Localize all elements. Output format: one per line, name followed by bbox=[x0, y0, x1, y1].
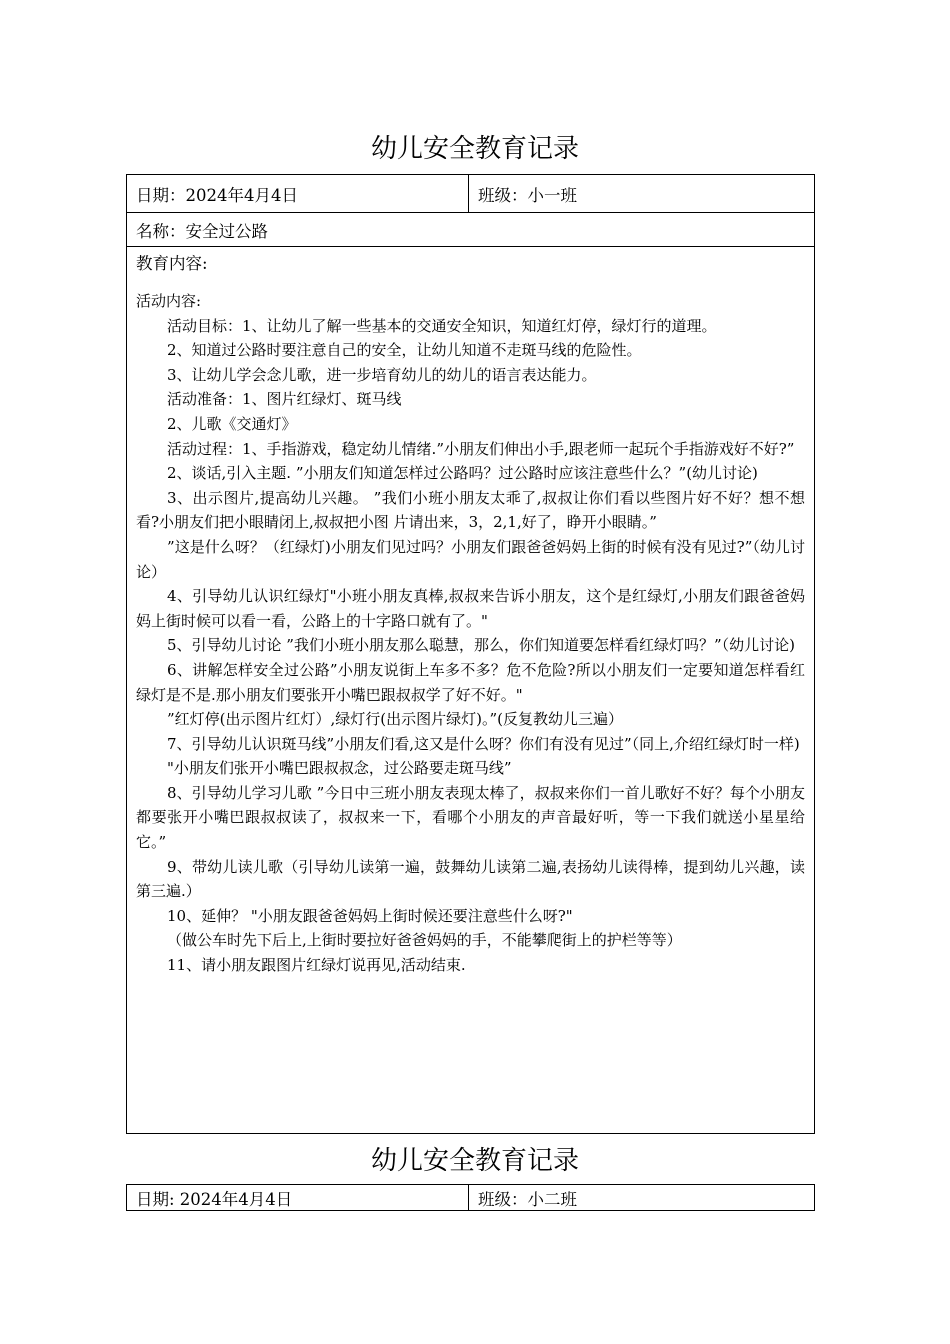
record2-class: 班级：小二班 bbox=[478, 1189, 577, 1209]
content-paragraph: 4、引导幼儿认识红绿灯"小班小朋友真棒,叔叔来告诉小朋友，这个是红绿灯,小朋友们跟爸爸妈妈上街时候可以看一看，公路上的十字路口就有了。" bbox=[136, 587, 805, 630]
record1-name: 名称：安全过公路 bbox=[136, 221, 268, 241]
content-paragraph: 8、引导幼儿学习儿歌 ”今日中三班小朋友表现太棒了，叔叔来你们一首儿歌好不好？每个小朋友都要张开小嘴巴跟叔叔读了，叔叔来一下，看哪个小朋友的声音最好听，等一下我们就送小星星给它。” bbox=[136, 783, 805, 852]
content-paragraph: 9、带幼儿读儿歌（引导幼儿读第一遍，鼓舞幼儿读第二遍,表扬幼儿读得棒，提到幼儿兴趣，读第三遍.） bbox=[136, 857, 805, 901]
content-paragraph: ”这是什么呀？（红绿灯)小朋友们见过吗？小朋友们跟爸爸妈妈上街的时候有没有见过?”（幼儿讨论） bbox=[136, 537, 805, 581]
record2-table bbox=[126, 1184, 815, 1211]
content-paragraph: ”红灯停(出示图片红灯）,绿灯行(出示图片绿灯)。”(反复教幼儿三遍） bbox=[167, 710, 624, 729]
content-paragraph: 活动目标：1、让幼儿了解一些基本的交通安全知识，知道红灯停，绿灯行的道理。 bbox=[167, 316, 717, 335]
record1-content-row bbox=[127, 247, 814, 1133]
record1-name-row bbox=[127, 213, 814, 247]
content-paragraph: 活动内容: bbox=[136, 292, 202, 310]
record2-title: 幼儿安全教育记录 bbox=[370, 1146, 579, 1176]
record2-date: 日期: 2024年4月4日 bbox=[127, 1185, 469, 1210]
record1-date: 日期：2024年4月4日 bbox=[127, 175, 469, 212]
record1-title: 幼儿安全教育记录 bbox=[370, 134, 579, 164]
record1-content bbox=[127, 247, 814, 1133]
content-paragraph: 7、引导幼儿认识斑马线”小朋友们看,这又是什么呀？你们有没有见过”（同上,介绍红绿灯时一样) bbox=[167, 734, 800, 753]
content-paragraph: 活动准备：1、图片红绿灯、斑马线 bbox=[167, 390, 402, 409]
content-paragraph: 6、讲解怎样安全过公路”小朋友说街上车多不多？危不危险?所以小朋友们一定要知道怎样看红绿灯是不是.那小朋友们要张开小嘴巴跟叔叔学了好不好。" bbox=[136, 660, 805, 704]
record1-body-text bbox=[136, 289, 805, 978]
content-paragraph: 10、延伸？ "小朋友跟爸爸妈妈上街时候还要注意些什么呀?" bbox=[167, 906, 573, 925]
record1-content-label: 教育内容: bbox=[136, 254, 208, 273]
content-paragraph: 2、儿歌《交通灯》 bbox=[167, 414, 297, 433]
content-paragraph: "小朋友们张开小嘴巴跟叔叔念，过公路要走斑马线” bbox=[167, 759, 512, 778]
record2-header-row bbox=[127, 1185, 814, 1210]
content-paragraph: 3、让幼儿学会念儿歌，进一步培育幼儿的幼儿的语言表达能力。 bbox=[167, 365, 597, 384]
content-paragraph: 5、引导幼儿讨论 ”我们小班小朋友那么聪慧，那么，你们知道要怎样看红绿灯吗？”（幼儿讨论) bbox=[167, 636, 796, 655]
content-paragraph: 2、谈话,引入主题. ”小朋友们知道怎样过公路吗？过公路时应该注意些什么？”(幼儿讨论) bbox=[167, 464, 758, 483]
record1-table bbox=[126, 174, 815, 1134]
content-paragraph: 3、出示图片,提高幼儿兴趣。 ”我们小班小朋友太乖了,叔叔让你们看以些图片好不好？想不想看?小朋友们把小眼睛闭上,叔叔把小图 片请出来，3，2,1,好了，睁开小眼睛。” bbox=[136, 488, 805, 532]
content-paragraph: （做公车时先下后上,上街时要拉好爸爸妈妈的手，不能攀爬街上的护栏等等） bbox=[167, 931, 682, 950]
record1-header-row bbox=[127, 175, 814, 213]
content-paragraph: 活动过程：1、手指游戏，稳定幼儿情绪.”小朋友们伸出小手,跟老师一起玩个手指游戏好不好?” bbox=[167, 439, 795, 458]
content-paragraph: 11、请小朋友跟图片红绿灯说再见,活动结束. bbox=[167, 956, 466, 975]
content-paragraph: 2、知道过公路时要注意自己的安全，让幼儿知道不走斑马线的危险性。 bbox=[167, 341, 642, 360]
record1-class: 班级：小一班 bbox=[478, 185, 577, 205]
